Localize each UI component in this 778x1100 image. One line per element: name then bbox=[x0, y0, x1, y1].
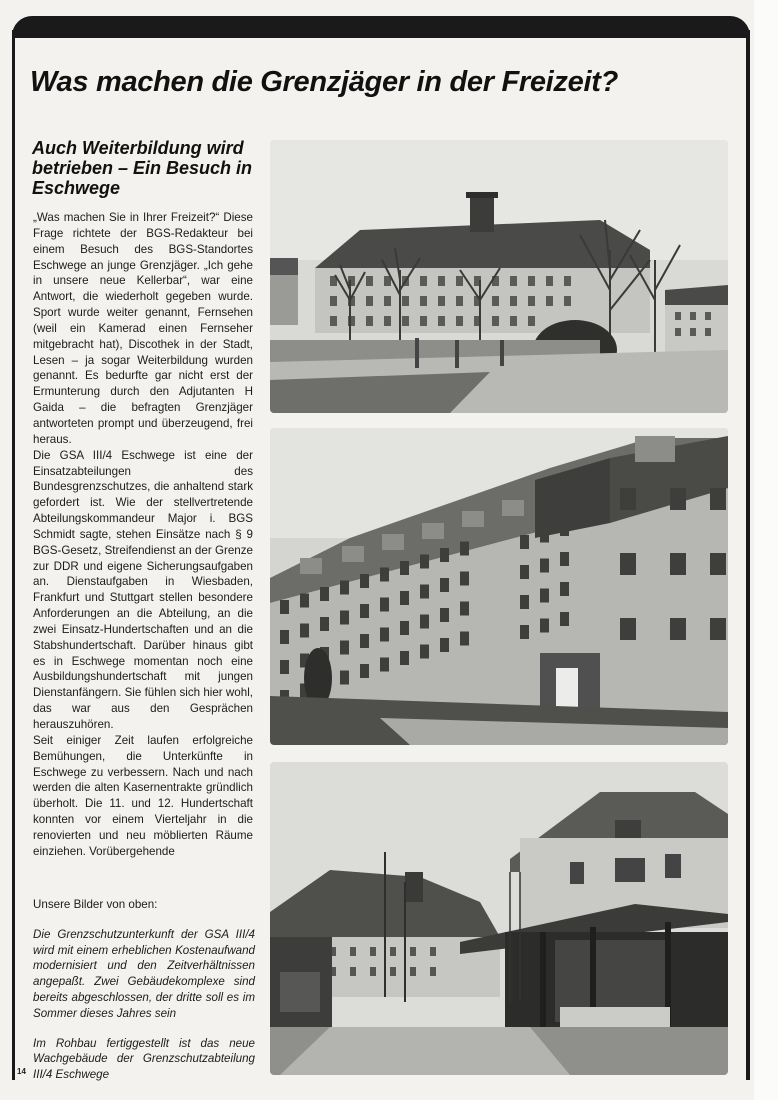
article-paragraph: „Was machen Sie in Ihrer Freizeit?“ Diese Frage richtete der BGS-Redakteur bei einem Besuch des BGS-Standortes Eschwege an junge Grenzjäger. „Ich gehe in unsere neue Kellerbar“, war eine Antwort, die wiederholt gegeben wurde. Sport wurde weiter genannt, Fernsehen (weil ein Kamerad einen Fernseher mitgebracht hat), Discothek in der Stadt, Lesen – ja sogar Weiterbildung wurden genannt. Es bedurfte gar nicht erst der Ermunterung durch den Adjutanten H Gaida – die befragten Grenzjäger antworteten prompt und überzeugend, frei heraus. bbox=[33, 211, 253, 446]
right-frame-rule bbox=[746, 30, 750, 1080]
photo-guardhouse bbox=[270, 762, 728, 1075]
page-number: 14 bbox=[17, 1067, 26, 1076]
top-frame-bar bbox=[12, 16, 750, 38]
caption-first: Die Grenzschutzunterkunft der GSA III/4 wird mit einem erheblichen Kostenaufwand modernisiert und den Zeitverhältnissen angepaßt. Zwei Gebäudekomplexe sind bereits abgeschlossen, der dritte soll es im Sommer dieses Jahres sein bbox=[33, 927, 255, 1020]
article-body bbox=[33, 210, 253, 860]
page-margin bbox=[754, 0, 778, 1100]
photo-barracks-overview bbox=[270, 140, 728, 413]
left-frame-rule bbox=[12, 30, 15, 1080]
article-paragraph: Seit einiger Zeit laufen erfolgreiche Bemühungen, die Unterkünfte in Eschwege zu verbessern. Nach und nach werden die alten Kasernentrakte gründlich überholt. Die 11. und 12. Hundertschaft konnten vor einem Vierteljahr in die renovierten und neu möblierten Räume einziehen. Vorübergehende bbox=[33, 733, 253, 858]
caption-intro: Unsere Bilder von oben: bbox=[33, 898, 158, 911]
article-paragraph: Die GSA III/4 Eschwege ist eine der Einsatzabteilungen des Bundesgrenzschutzes, die anhaltend stark gefordert ist. Wie der stellvertretende Abteilungskommandeur Major i. BGS Schmidt sagte, stehen Einsätze nach § 9 BGS-Gesetz, Streifendienst an der Grenze zur DDR und eigene Sicherungsaufgaben an. Dienstaufgaben in Wiesbaden, Frankfurt und Stuttgart stellen besondere Anforderungen an die Abteilung, an die zwei Einsatz-Hundertschaften und an die Stabshundertschaft. Darüber hinaus gibt es in Eschwege momentan noch eine Ausbildungshundertschaft mit jungen Dienstanfängern. Sie fühlen sich hier wohl, das war aus den Gesprächen herauszuhören. bbox=[33, 448, 253, 731]
page-headline: Was machen die Grenzjäger in der Freizeit? bbox=[30, 66, 618, 98]
caption-second: Im Rohbau fertiggestellt ist das neue Wachgebäude der Grenzschutzabteilung III/4 Eschwege bbox=[33, 1036, 255, 1082]
photo-captions bbox=[33, 897, 255, 1083]
article-subhead: Auch Weiterbildung wird betrieben – Ein Besuch in Eschwege bbox=[32, 138, 253, 198]
photo-barracks-facade bbox=[270, 428, 728, 745]
